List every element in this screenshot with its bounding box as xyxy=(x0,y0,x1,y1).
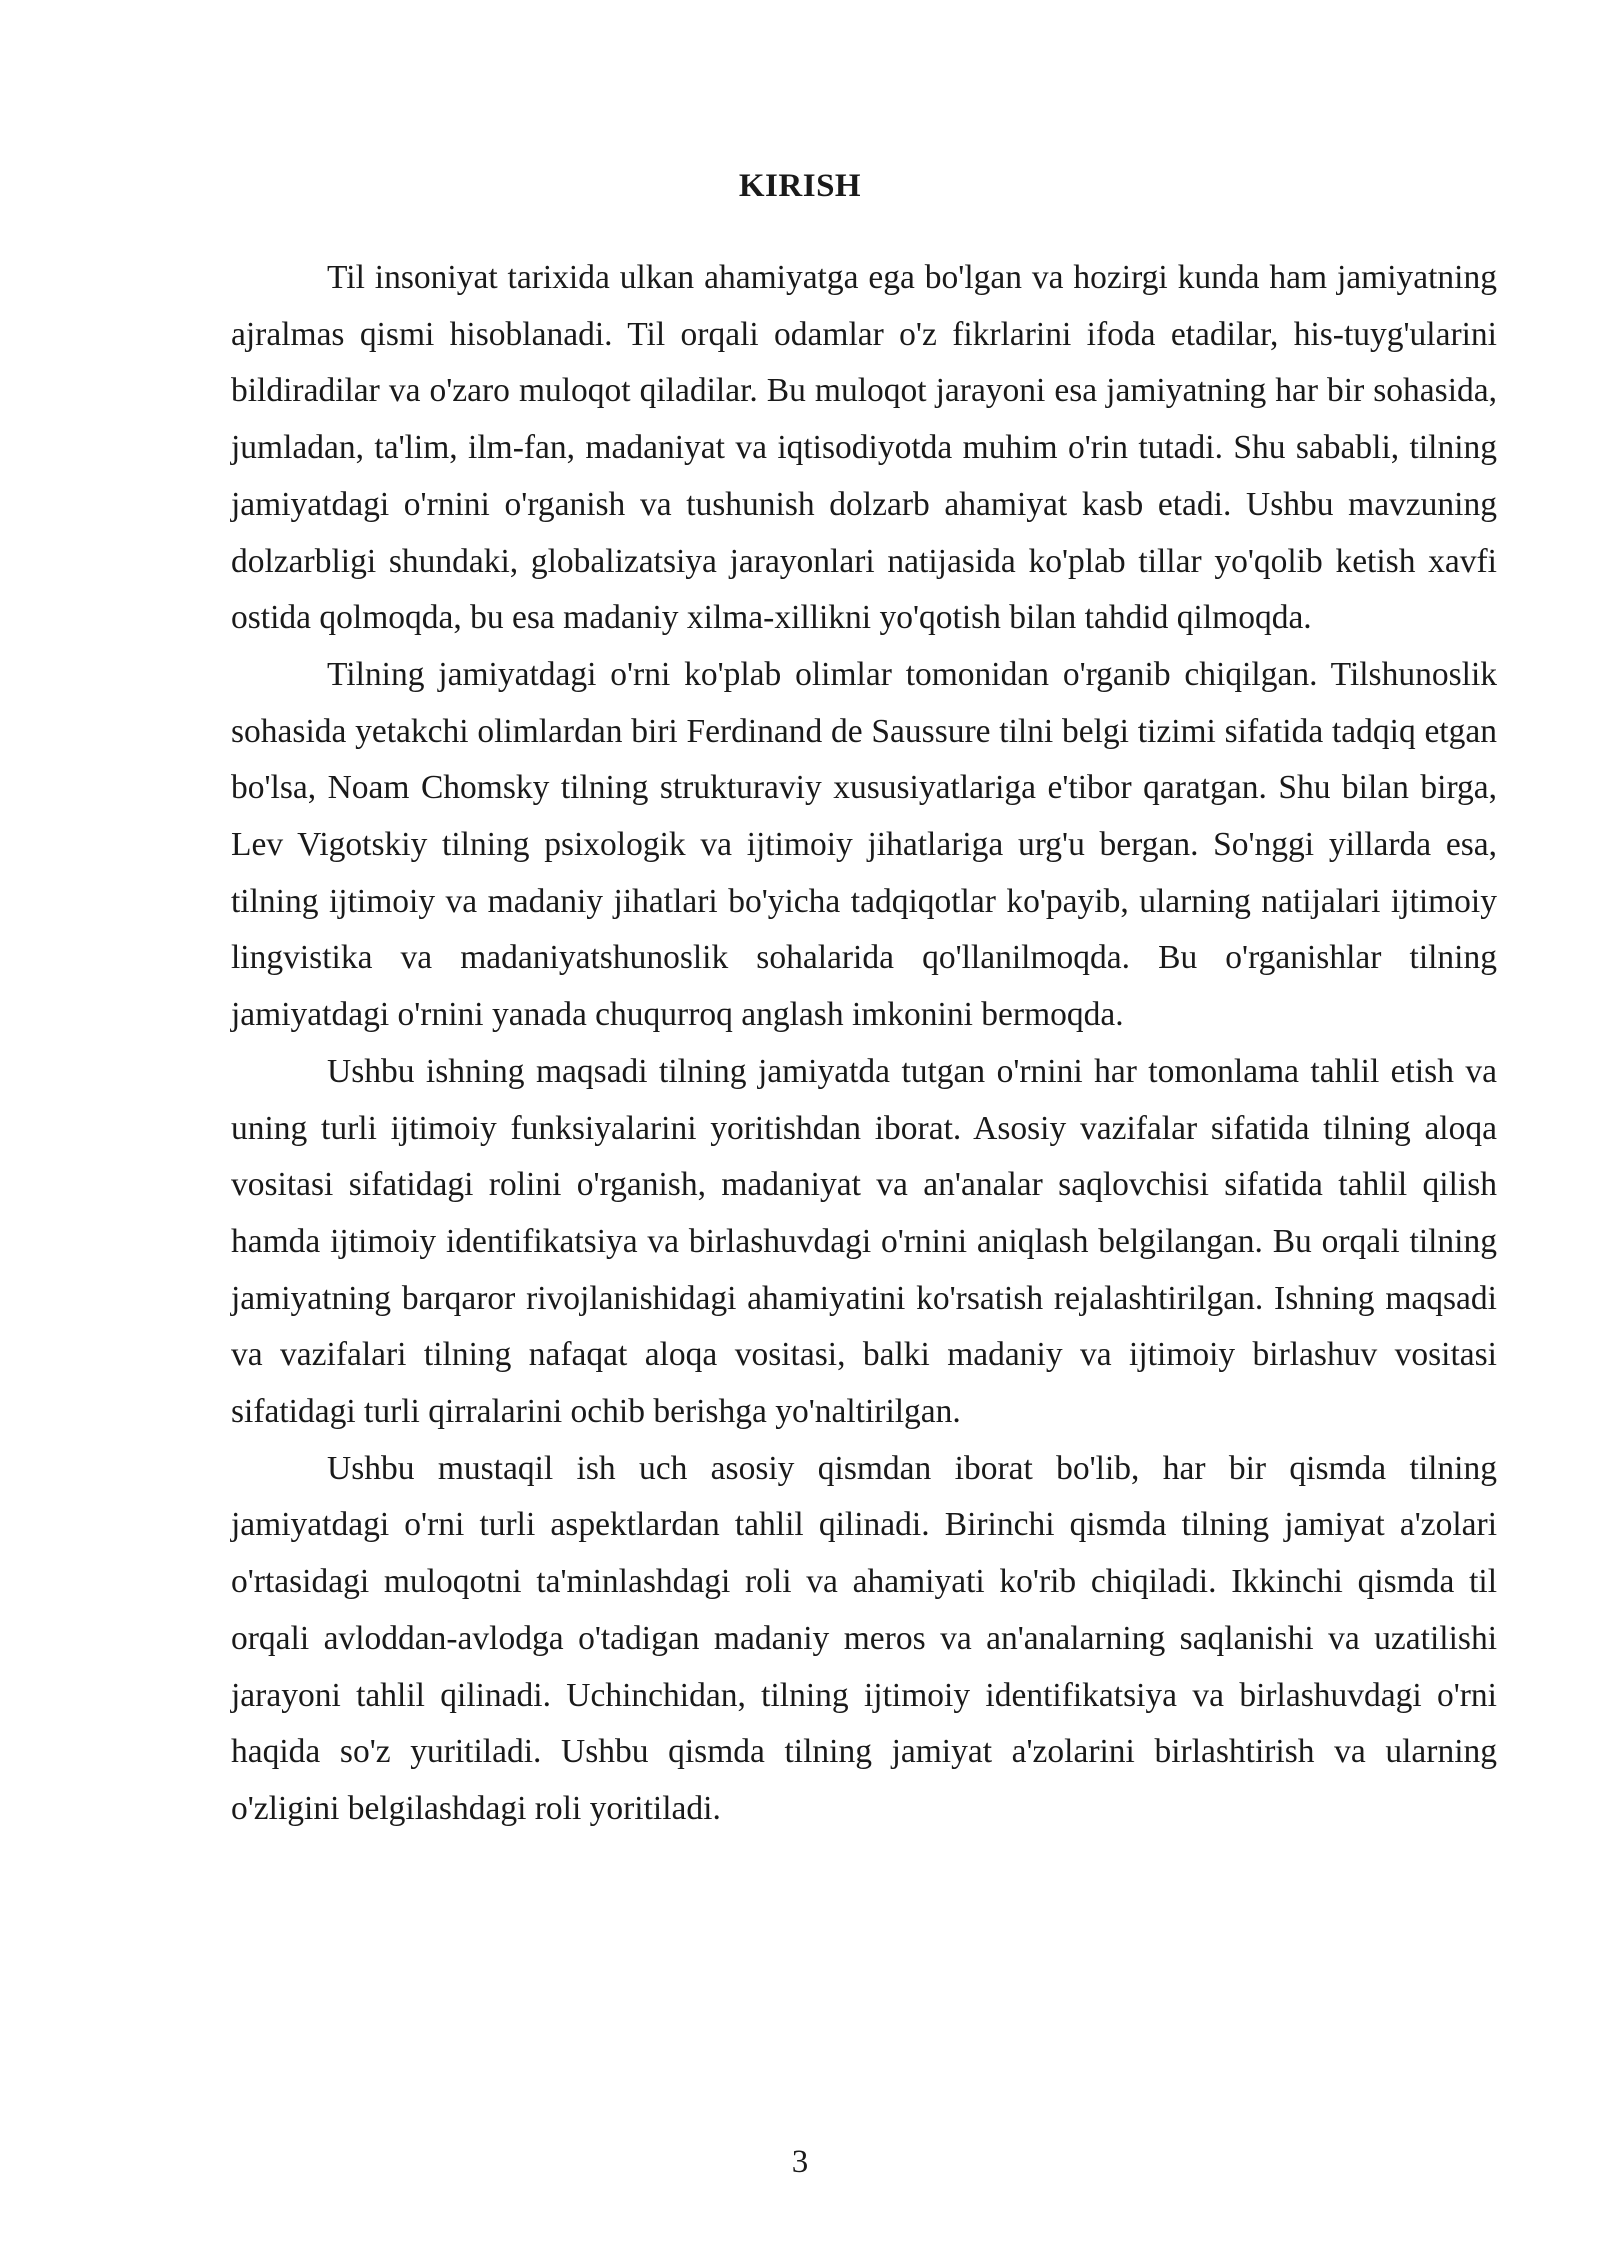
paragraph-literature: Tilning jamiyatdagi o'rni ko'plab olimlar tomonidan o'rganib chiqilgan. Tilshunoslik sohasida yetakchi olimlardan biri Ferdinand de Saussure tilni belgi tizimi sifatida tadqiq etgan bo'lsa, Noam Chomsky tilning strukturaviy xususiyatlariga e'tibor qaratgan. Shu bilan birga, Lev Vigotskiy tilning psixologik va ijtimoiy jihatlariga urg'u bergan. So'nggi yillarda esa, tilning ijtimoiy va madaniy jihatlari bo'yicha tadqiqotlar ko'payib, ularning natijalari ijtimoiy lingvistika va madaniyatshunoslik sohalarida qo'llanilmoqda. Bu o'rganishlar tilning jamiyatdagi o'rnini yanada chuqurroq anglash imkonini bermoqda. xyxy=(231,655,1497,1034)
body-text xyxy=(231,250,1497,1838)
page-number: 3 xyxy=(791,2144,809,2180)
paragraph-structure: Ushbu mustaqil ish uch asosiy qismdan iborat bo'lib, har bir qismda tilning jamiyatdagi o'rni turli aspektlardan tahlil qilinadi. Birinchi qismda tilning jamiyat a'zolari o'rtasidagi muloqotni ta'minlashdagi roli va ahamiyati ko'rib chiqiladi. Ikkinchi qismda til orqali avloddan-avlodga o'tadigan madaniy meros va an'analarning saqlanishi va uzatilishi jarayoni tahlil qilinadi. Uchinchidan, tilning ijtimoiy identifikatsiya va birlashuvdagi o'rni haqida so'z yuritiladi. Ushbu qismda tilning jamiyat a'zolarini birlashtirish va ularning o'zligini belgilashdagi roli yoritiladi. xyxy=(231,1449,1497,1827)
section-heading: KIRISH xyxy=(738,168,862,204)
paragraph-introduction: Til insoniyat tarixida ulkan ahamiyatga ega bo'lgan va hozirgi kunda ham jamiyatning ajralmas qismi hisoblanadi. Til orqali odamlar o'z fikrlarini ifoda etadilar, his-tuyg'ularini bildiradilar va o'zaro muloqot qiladilar. Bu muloqot jarayoni esa jamiyatning har bir sohasida, jumladan, ta'lim, ilm-fan, madaniyat va iqtisodiyotda muhim o'rin tutadi. Shu sababli, tilning jamiyatdagi o'rnini o'rganish va tushunish dolzarb ahamiyat kasb etadi. Ushbu mavzuning dolzarbligi shundaki, globalizatsiya jarayonlari natijasida ko'plab tillar yo'qolib ketish xavfi ostida qolmoqda, bu esa madaniy xilma-xillikni yo'qotish bilan tahdid qilmoqda. xyxy=(231,259,1497,637)
paragraph-goals: Ushbu ishning maqsadi tilning jamiyatda tutgan o'rnini har tomonlama tahlil etish va uning turli ijtimoiy funksiyalarini yoritishdan iborat. Asosiy vazifalar sifatida tilning aloqa vositasi sifatidagi rolini o'rganish, madaniyat va an'analar saqlovchisi sifatida tahlil qilish hamda ijtimoiy identifikatsiya va birlashuvdagi o'rnini aniqlash belgilangan. Bu orqali tilning jamiyatning barqaror rivojlanishidagi ahamiyatini ko'rsatish rejalashtirilgan. Ishning maqsadi va vazifalari tilning nafaqat aloqa vositasi, balki madaniy va ijtimoiy birlashuv vositasi sifatidagi turli qirralarini ochib berishga yo'naltirilgan. xyxy=(231,1052,1497,1431)
